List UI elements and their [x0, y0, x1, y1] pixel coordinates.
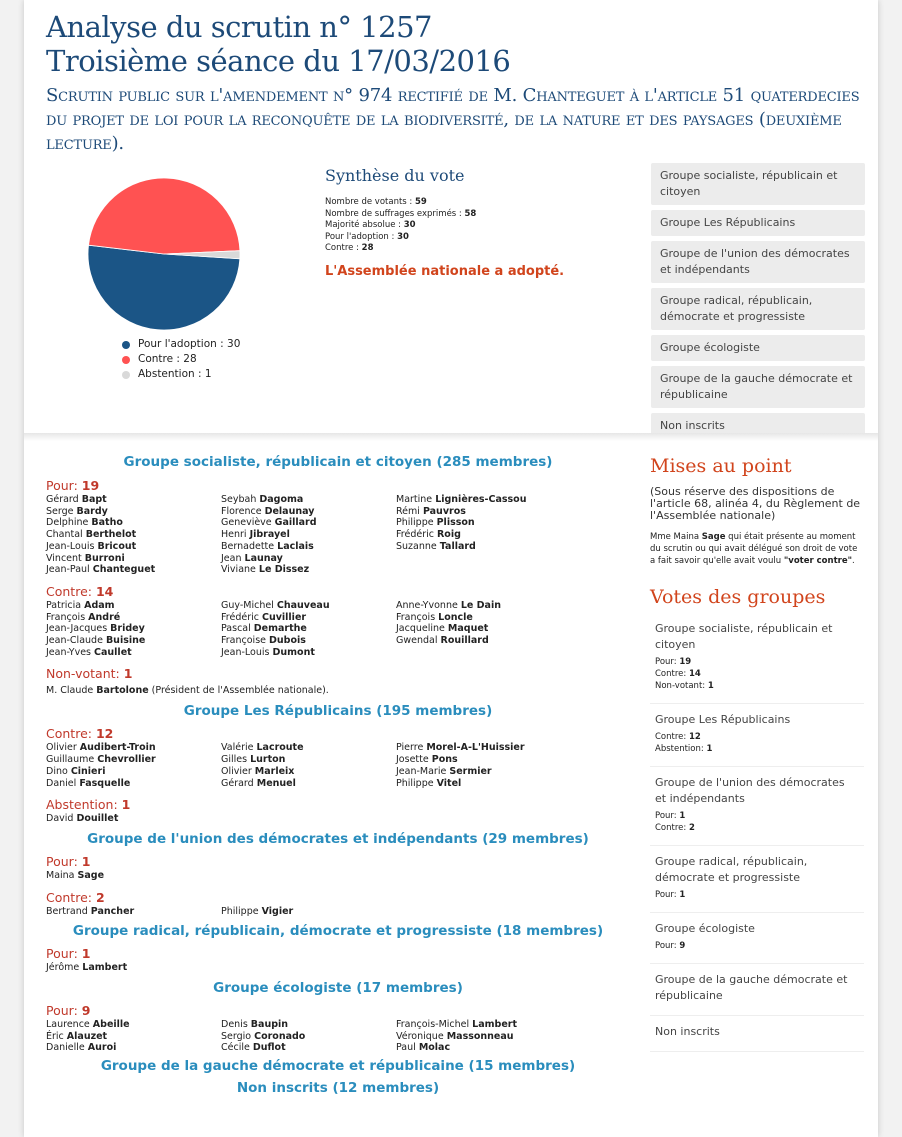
vote-position-label	[46, 584, 630, 600]
group-button[interactable]: Groupe écologiste	[651, 335, 865, 361]
deputy-name[interactable]: François-Michel Lambert	[396, 1019, 518, 1031]
deputy-surname: Roig	[436, 529, 461, 541]
group-button[interactable]: Groupe Les Républicains	[651, 210, 865, 236]
deputy-name[interactable]: Florence Delaunay	[221, 505, 315, 517]
group-vote-name: Groupe écologiste	[655, 922, 755, 935]
deputy-list	[46, 813, 630, 825]
legend-item	[122, 337, 240, 352]
group-vote-item[interactable]	[650, 704, 864, 767]
vote-position: Pour:	[46, 946, 82, 962]
summary-row	[325, 232, 625, 244]
deputy-name[interactable]: Geneviève Gaillard	[221, 517, 317, 529]
deputy-name[interactable]: Jean-Jacques Bridey	[46, 623, 145, 635]
deputy-name[interactable]: Suzanne Tallard	[396, 540, 476, 552]
group-vote-count-row: Contre: 2	[655, 823, 695, 833]
deputy-surname: Le Dissez	[258, 564, 310, 576]
deputy-list	[46, 742, 630, 789]
summary-row	[325, 243, 625, 255]
deputy-list	[46, 1019, 630, 1054]
legend-label: Abstention : 1	[138, 368, 212, 380]
group-vote-name: Groupe Les Républicains	[655, 713, 791, 726]
deputy-surname: Chevrollier	[97, 754, 156, 766]
summary-value: 30	[403, 220, 416, 230]
vote-count: 14	[95, 583, 114, 599]
deputy-name[interactable]: Frédéric Roig	[396, 529, 461, 541]
session-title: Troisième séance du 17/03/2016	[46, 44, 511, 78]
deputy-surname: Cinieri	[70, 765, 106, 777]
group-vote-count-row: Non-votant: 1	[655, 681, 714, 691]
vote-position: Contre:	[46, 726, 96, 742]
group-vote-count: 12	[688, 732, 701, 742]
deputy-list	[46, 962, 630, 974]
vote-position: Pour:	[46, 853, 82, 869]
summary-row	[325, 220, 625, 232]
summary-title: Synthèse du vote	[325, 166, 465, 185]
group-vote-count: 1	[679, 890, 686, 900]
deputy-surname: Chanteguet	[92, 564, 156, 576]
deputy-surname: Delaunay	[264, 505, 315, 517]
vote-position-label	[46, 854, 630, 870]
deputy-name[interactable]: Serge Bardy	[46, 505, 108, 517]
deputy-surname: Sermier	[449, 765, 492, 777]
deputy-name[interactable]: Philippe Vigier	[221, 905, 294, 917]
group-vote-counts	[655, 810, 859, 834]
deputy-name[interactable]: Guy-Michel Chauveau	[221, 599, 330, 611]
deputy-name[interactable]: Anne-Yvonne Le Dain	[396, 599, 501, 611]
deputy-surname: Pons	[431, 754, 458, 766]
deputy-surname: Marleix	[254, 765, 295, 777]
deputy-surname: Chauveau	[276, 599, 330, 611]
deputy-list	[46, 906, 630, 918]
summary-label: Contre :	[325, 243, 362, 253]
non-votant-note: M. Claude Bartolone (Président de l'Assemblée nationale).	[46, 685, 329, 697]
group-vote-item[interactable]	[650, 964, 864, 1016]
deputy-surname: Bardy	[76, 505, 108, 517]
group-vote-name: Groupe radical, républicain, démocrate et progressiste	[655, 855, 808, 884]
deputy-surname: Lambert	[472, 1019, 518, 1031]
deputy-name[interactable]: Danielle Auroi	[46, 1042, 117, 1054]
deputy-surname: Bricout	[97, 540, 137, 552]
group-title: Non inscrits (12 membres)	[236, 1080, 440, 1097]
summary-value: 28	[361, 243, 374, 253]
group-vote-counts	[655, 731, 859, 755]
deputy-surname: André	[88, 611, 121, 623]
deputy-surname: Demarthe	[253, 623, 307, 635]
group-vote-count-row: Contre: 14	[655, 669, 701, 679]
deputy-name[interactable]: Jean-Louis Bricout	[46, 540, 137, 552]
group-vote-counts	[655, 940, 859, 952]
summary-value: 58	[464, 208, 477, 219]
mise-au-point-text: Mme Maina Sage qui était présente au moment du scrutin ou qui avait délégué son droit de vote a fait savoir qu'elle avait voulu "voter contre".	[650, 532, 858, 566]
group-button[interactable]: Non inscrits	[651, 413, 865, 439]
deputy-name[interactable]: Gilles Lurton	[221, 754, 286, 766]
deputy-name[interactable]: Olivier Audibert-Troin	[46, 742, 156, 754]
deputy-surname: Dagoma	[259, 494, 304, 505]
vote-position-label	[46, 478, 630, 494]
group-title: Groupe Les Républicains (195 membres)	[183, 703, 493, 720]
vote-count: 1	[81, 946, 91, 962]
section-divider	[24, 433, 878, 441]
vote-count: 19	[81, 478, 100, 493]
deputy-name[interactable]: Denis Baupin	[221, 1019, 289, 1031]
group-button[interactable]: Groupe de la gauche démocrate et républicaine	[651, 366, 865, 408]
group-vote-count-row: Pour: 9	[655, 941, 686, 951]
group-vote-count-row: Pour: 1	[655, 890, 686, 900]
deputy-name[interactable]: Henri Jibrayel	[221, 529, 290, 541]
deputy-surname: Lacroute	[256, 742, 304, 754]
group-vote-name: Groupe de la gauche démocrate et républicaine	[655, 973, 848, 1002]
group-vote-count: 2	[688, 823, 695, 833]
vote-position-label	[46, 726, 630, 742]
legend-dot	[122, 371, 130, 379]
group-vote-count-row: Pour: 19	[655, 657, 692, 667]
deputy-name[interactable]: Delphine Batho	[46, 517, 123, 529]
deputy-name[interactable]: Pascal Demarthe	[221, 623, 307, 635]
deputy-name[interactable]: Jean Launay	[221, 552, 283, 564]
deputy-name[interactable]: Cécile Duflot	[221, 1042, 286, 1054]
deputy-surname: Molac	[418, 1042, 451, 1054]
vote-count: 1	[81, 853, 91, 869]
group-title: Groupe écologiste (17 membres)	[213, 980, 463, 997]
deputy-name[interactable]: Vincent Burroni	[46, 552, 125, 564]
deputy-surname: Batho	[91, 517, 123, 529]
deputy-surname: Douillet	[76, 813, 119, 825]
deputy-name[interactable]: Dino Cinieri	[46, 765, 106, 777]
vote-count: 12	[95, 726, 114, 742]
deputy-surname: Baupin	[250, 1019, 289, 1031]
vote-count: 9	[81, 1003, 91, 1019]
vote-position: Pour:	[46, 1003, 82, 1019]
group-vote-name: Groupe de l'union des démocrates et indépendants	[655, 776, 845, 805]
deputy-surname: Plisson	[436, 517, 475, 529]
summary-label: Nombre de suffrages exprimés :	[325, 208, 465, 219]
deputy-name[interactable]: Jean-Marie Sermier	[396, 765, 492, 777]
deputy-surname: Auroi	[87, 1042, 117, 1054]
vote-position-label	[46, 666, 630, 682]
group-vote-count: 9	[679, 941, 686, 951]
summary-row	[325, 197, 625, 209]
deputy-surname: Jibrayel	[249, 529, 290, 541]
pie-slice-0	[88, 245, 240, 330]
page-title: Analyse du scrutin n° 1257	[46, 10, 432, 44]
legend-dot	[122, 341, 130, 349]
deputy-surname: Burroni	[84, 552, 125, 564]
legend-label: Pour l'adoption : 30	[138, 338, 241, 350]
legend-item	[122, 352, 240, 367]
deputy-surname: Massonneau	[446, 1030, 514, 1042]
deputy-surname: Cuvillier	[261, 611, 307, 623]
votes-groupes-title: Votes des groupes	[650, 586, 826, 608]
deputy-name[interactable]: François André	[46, 611, 121, 623]
summary-value: 30	[397, 231, 409, 242]
group-vote-count: 1	[706, 744, 713, 754]
group-button[interactable]: Groupe socialiste, républicain et citoyen	[651, 163, 865, 205]
deputy-surname: Maquet	[447, 623, 489, 635]
group-vote-count: 1	[679, 811, 686, 821]
deputy-name[interactable]: Gérard Menuel	[221, 777, 296, 789]
deputy-list	[46, 494, 630, 576]
vote-count: 1	[123, 666, 133, 682]
deputy-name[interactable]: Laurence Abeille	[46, 1019, 130, 1031]
deputy-surname: Fasquelle	[79, 777, 131, 789]
group-vote-count-row: Abstention: 1	[655, 744, 713, 754]
vote-position-label	[46, 890, 630, 906]
deputy-name[interactable]: Philippe Vitel	[396, 777, 462, 789]
deputy-name[interactable]: Jean-Paul Chanteguet	[46, 564, 156, 576]
group-vote-item[interactable]	[650, 613, 864, 704]
deputy-name[interactable]: Martine Lignières-Cassou	[396, 494, 527, 505]
deputy-name[interactable]: Frédéric Cuvillier	[221, 611, 307, 623]
deputy-name[interactable]: Josette Pons	[396, 754, 458, 766]
group-title: Groupe radical, républicain, démocrate et progressiste (18 membres)	[72, 923, 604, 940]
deputy-surname: Coronado	[254, 1030, 306, 1042]
deputy-surname: Le Dain	[460, 599, 501, 611]
deputy-surname: Gaillard	[274, 517, 317, 529]
deputy-surname: Lignières-Cassou	[435, 494, 527, 505]
deputy-name[interactable]: David Douillet	[46, 813, 119, 825]
group-vote-count: 14	[688, 669, 701, 679]
deputy-name[interactable]: Paul Molac	[396, 1042, 451, 1054]
summary-row	[325, 209, 625, 221]
deputy-surname: Audibert-Troin	[79, 742, 156, 754]
group-vote-name: Non inscrits	[655, 1025, 720, 1038]
deputy-name[interactable]: Jérôme Lambert	[46, 962, 128, 974]
deputy-surname: Adam	[84, 599, 115, 611]
empty-cell	[396, 553, 596, 565]
vote-position: Abstention:	[46, 797, 122, 813]
vote-position: Contre:	[46, 583, 96, 599]
group-votes-detail	[46, 452, 630, 1098]
group-vote-counts	[655, 656, 859, 692]
scrutin-subtitle: Scrutin public sur l'amendement n° 974 rectifié de M. Chanteguet à l'article 51 quaterdecies du projet de loi pour la reconquête de la biodiversité, de la nature et des paysages (deuxième lecture).	[46, 85, 860, 154]
deputy-surname: Vigier	[261, 905, 294, 917]
group-title: Groupe de l'union des démocrates et indépendants (29 membres)	[87, 830, 589, 847]
group-vote-item[interactable]	[650, 767, 864, 846]
deputy-surname: Dubois	[269, 635, 306, 647]
vote-position: Pour:	[46, 478, 82, 493]
deputy-name[interactable]: Jacqueline Maquet	[396, 623, 489, 635]
deputy-surname: Launay	[244, 552, 283, 564]
vote-pie-chart	[84, 174, 244, 334]
vote-position-label	[46, 1003, 630, 1019]
deputy-name[interactable]: Maina Sage	[46, 869, 105, 881]
vote-count: 1	[121, 797, 131, 813]
page	[24, 0, 878, 1137]
pie-slice-1	[89, 178, 240, 254]
deputy-name[interactable]: François Loncle	[396, 611, 473, 623]
deputy-surname: Menuel	[256, 777, 296, 789]
group-title: Groupe socialiste, républicain et citoyen (285 membres)	[123, 454, 553, 470]
vote-position-label	[46, 946, 630, 962]
vote-summary	[325, 166, 625, 281]
mises-au-point-title: Mises au point	[650, 455, 792, 477]
summary-label: Nombre de votants :	[325, 197, 415, 207]
empty-cell	[396, 564, 596, 576]
group-vote-count-row: Contre: 12	[655, 732, 701, 742]
sidebar	[650, 452, 864, 1052]
deputy-name[interactable]: Daniel Fasquelle	[46, 777, 131, 789]
deputy-name[interactable]: Chantal Berthelot	[46, 529, 137, 541]
deputy-name[interactable]: Jean-Yves Caullet	[46, 646, 132, 658]
vote-count: 2	[95, 889, 105, 905]
group-vote-item[interactable]	[650, 1016, 864, 1052]
deputy-name[interactable]: Seybah Dagoma	[221, 494, 304, 505]
deputy-name[interactable]: Philippe Plisson	[396, 517, 475, 529]
deputy-name[interactable]: Éric Alauzet	[46, 1030, 108, 1042]
deputy-name[interactable]: Véronique Massonneau	[396, 1030, 514, 1042]
deputy-name[interactable]: Guillaume Chevrollier	[46, 754, 156, 766]
deputy-surname: Bapt	[81, 494, 107, 505]
deputy-name[interactable]: Olivier Marleix	[221, 765, 295, 777]
deputy-surname: Duflot	[252, 1042, 286, 1054]
group-filter-list	[651, 163, 865, 444]
group-vote-name: Groupe socialiste, républicain et citoyen	[655, 622, 833, 651]
empty-cell	[396, 647, 596, 659]
deputy-name[interactable]: Jean-Louis Dumont	[221, 646, 315, 658]
deputy-name[interactable]: Bertrand Pancher	[46, 905, 135, 917]
deputy-surname: Lambert	[82, 962, 128, 974]
summary-value: 59	[415, 197, 427, 207]
group-vote-item[interactable]	[650, 846, 864, 913]
deputy-list	[46, 600, 630, 659]
pie-legend	[122, 337, 240, 382]
deputy-surname: Lurton	[250, 754, 286, 766]
group-button[interactable]: Groupe de l'union des démocrates et indépendants	[651, 241, 865, 283]
group-vote-count: 19	[679, 657, 692, 667]
deputy-name[interactable]: Viviane Le Dissez	[221, 564, 310, 576]
deputy-surname: Caullet	[94, 646, 132, 658]
vote-result: L'Assemblée nationale a adopté.	[325, 263, 565, 279]
group-vote-item[interactable]	[650, 913, 864, 964]
deputy-name[interactable]: Gérard Bapt	[46, 494, 107, 505]
vote-position-label	[46, 797, 630, 813]
deputy-surname: Loncle	[438, 611, 473, 623]
summary-label: Majorité absolue :	[325, 220, 404, 230]
deputy-surname: Buisine	[105, 635, 146, 647]
deputy-surname: Sage	[77, 869, 105, 881]
deputy-surname: Morel-A-L'Huissier	[426, 742, 525, 754]
deputy-name[interactable]: Rémi Pauvros	[396, 505, 466, 517]
deputy-surname: Pauvros	[422, 505, 466, 517]
deputy-surname: Abeille	[92, 1019, 130, 1031]
summary-label: Pour l'adoption :	[325, 231, 398, 242]
deputy-surname: Bartolone	[96, 685, 149, 697]
deputy-name[interactable]: Pierre Morel-A-L'Huissier	[396, 742, 525, 754]
group-button[interactable]: Groupe radical, républicain, démocrate et progressiste	[651, 288, 865, 330]
vote-position: Contre:	[46, 889, 96, 905]
reserve-note: (Sous réserve des dispositions de l'article 68, alinéa 4, du Règlement de l'Assemblée nationale)	[650, 485, 861, 522]
deputy-surname: Laclais	[277, 540, 314, 552]
deputy-surname: Pancher	[90, 905, 135, 917]
deputy-name[interactable]: Françoise Dubois	[221, 635, 306, 647]
deputy-surname: Rouillard	[440, 635, 489, 647]
deputy-surname: Tallard	[439, 540, 476, 552]
legend-label: Contre : 28	[138, 353, 197, 365]
deputy-name[interactable]: Bernadette Laclais	[221, 540, 314, 552]
group-vote-count: 1	[707, 681, 714, 691]
deputy-surname: Alauzet	[66, 1030, 108, 1042]
deputy-name[interactable]: Jean-Claude Buisine	[46, 635, 146, 647]
vote-position: Non-votant:	[46, 666, 124, 682]
deputy-surname: Dumont	[272, 646, 315, 658]
legend-item	[122, 367, 240, 382]
deputy-name[interactable]: Patricia Adam	[46, 599, 115, 611]
deputy-name[interactable]: Gwendal Rouillard	[396, 635, 489, 647]
deputy-surname: Berthelot	[85, 529, 137, 541]
group-vote-counts	[655, 889, 859, 901]
group-vote-count-row: Pour: 1	[655, 811, 686, 821]
deputy-list	[46, 870, 630, 882]
deputy-surname: Vitel	[436, 777, 462, 789]
legend-dot	[122, 356, 130, 364]
deputy-name[interactable]: Valérie Lacroute	[221, 742, 304, 754]
deputy-surname: Bridey	[110, 623, 145, 635]
group-title: Groupe de la gauche démocrate et républicaine (15 membres)	[100, 1058, 576, 1075]
deputy-name[interactable]: Sergio Coronado	[221, 1030, 306, 1042]
